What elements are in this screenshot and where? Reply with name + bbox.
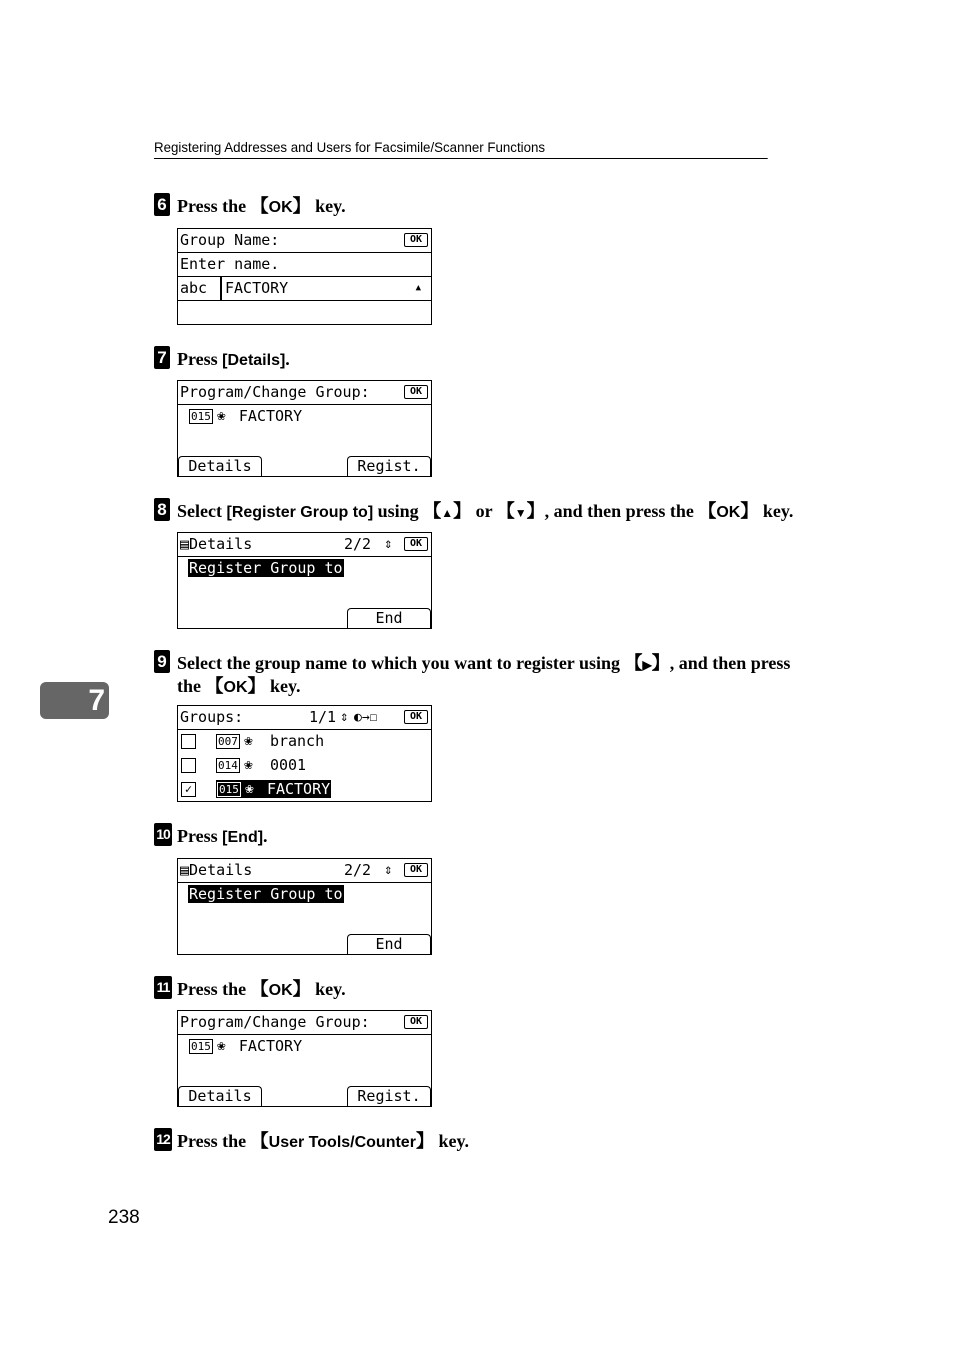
lcd-groups <box>177 705 432 802</box>
selected-item: Register Group to <box>189 885 343 903</box>
regist-soft-button: Regist. <box>347 1086 431 1107</box>
group-icon: ❀ <box>244 757 253 773</box>
group-list-item: 007 ❀ branch <box>178 730 431 754</box>
lcd-title-row: ▤Details 2/2 ⇕ OK <box>178 859 431 883</box>
ok-icon: OK <box>404 710 428 724</box>
step-number: 9 <box>154 650 170 673</box>
right-arrow-icon: ▶ <box>642 658 652 672</box>
page-number: 238 <box>108 1207 140 1228</box>
checkbox <box>181 758 196 773</box>
lcd-group-row <box>178 405 431 429</box>
button-ref: [End] <box>222 829 264 846</box>
lcd-prompt-row: Enter name. <box>178 253 431 277</box>
step-12: 12 Press the 【User Tools/Counter】 key. <box>154 1131 804 1153</box>
step-10: 10 Press [End]. <box>154 826 804 848</box>
lcd-item-row <box>178 883 431 907</box>
up-down-icon: ⇕ <box>340 709 349 725</box>
checkbox-checked: ✓ <box>181 782 196 797</box>
lcd-details-2 <box>177 858 432 955</box>
lcd-program-change-2 <box>177 1010 432 1107</box>
step-number: 11 <box>154 976 172 999</box>
checkbox <box>181 734 196 749</box>
key-ref: OK <box>268 199 293 216</box>
selected-item: Register Group to <box>189 559 343 577</box>
details-soft-button: Details <box>178 1086 262 1107</box>
lcd-title-row: Program/Change Group: OK <box>178 1011 431 1035</box>
input-mode: abc <box>180 279 208 297</box>
running-header: Registering Addresses and Users for Facsimile/Scanner Functions <box>154 139 768 159</box>
lcd-group-row <box>178 1035 431 1059</box>
page-indicator: 2/2 <box>344 861 372 879</box>
key-ref: User Tools/Counter <box>268 1134 416 1151</box>
details-soft-button: Details <box>178 456 262 477</box>
button-ref: [Details] <box>222 352 286 369</box>
ok-icon: OK <box>404 537 428 551</box>
key-ref: OK <box>268 982 293 999</box>
step-number: 7 <box>154 346 170 369</box>
ok-icon: OK <box>404 863 428 877</box>
chapter-tab: 7 <box>40 682 109 719</box>
step-7: 7 Press [Details]. <box>154 349 804 371</box>
down-arrow-icon: ▼ <box>514 506 527 520</box>
details-icon: ▤ <box>180 535 190 553</box>
lcd-title-row: ▤Details 2/2 ⇕ OK <box>178 533 431 557</box>
group-icon: ❀ <box>217 1038 226 1054</box>
lcd-program-change-1 <box>177 380 432 477</box>
group-icon: ❀ <box>245 781 254 797</box>
up-down-icon: ⇕ <box>384 536 393 552</box>
group-number: 015 <box>191 410 211 423</box>
step-6: 6 Press the 【OK】 key. <box>154 196 804 218</box>
step-8: 8 Select [Register Group to] using 【▲】 or 【▼】, and then press the 【OK】 key. <box>154 501 804 524</box>
lcd-title-row: Group Name: OK <box>178 229 431 253</box>
group-icon: ❀ <box>244 733 253 749</box>
ok-icon: OK <box>404 385 428 399</box>
name-input: FACTORY <box>225 279 289 297</box>
group-number: 015 <box>191 1040 211 1053</box>
step-number: 8 <box>154 498 170 521</box>
up-arrow-icon: ▲ <box>441 506 454 520</box>
lcd-title-row: Groups: 1/1 ⇕ ◐→☐ OK <box>178 706 431 730</box>
ok-icon: OK <box>404 233 428 247</box>
page-indicator: 2/2 <box>344 535 372 553</box>
group-icon: ❀ <box>217 408 226 424</box>
end-soft-button: End <box>347 608 431 629</box>
regist-soft-button: Regist. <box>347 456 431 477</box>
step-number: 10 <box>154 823 172 846</box>
group-name: FACTORY <box>238 1037 303 1055</box>
details-icon: ▤ <box>180 861 190 879</box>
lcd-title-row: Program/Change Group: OK <box>178 381 431 405</box>
step-number: 12 <box>154 1128 172 1151</box>
group-name: FACTORY <box>238 407 303 425</box>
scroll-up-icon: ▲ <box>415 283 421 293</box>
up-down-icon: ⇕ <box>384 862 393 878</box>
end-soft-button: End <box>347 934 431 955</box>
select-nav-icon: ◐→☐ <box>354 710 378 725</box>
lcd-group-name <box>177 228 432 325</box>
ok-icon: OK <box>404 1015 428 1029</box>
step-9: 9 Select the group name to which you want to register using 【▶】, and then press the 【OK】 key. <box>154 653 804 698</box>
lcd-item-row <box>178 557 431 581</box>
lcd-details-1 <box>177 532 432 629</box>
step-11: 11 Press the 【OK】 key. <box>154 979 804 1001</box>
page-indicator: 1/1 <box>309 708 337 726</box>
group-list-item-selected: ✓ 015 ❀ FACTORY <box>178 778 431 802</box>
step-number: 6 <box>154 193 170 216</box>
lcd-input-row <box>178 277 431 301</box>
group-list-item: 014 ❀ 0001 <box>178 754 431 778</box>
